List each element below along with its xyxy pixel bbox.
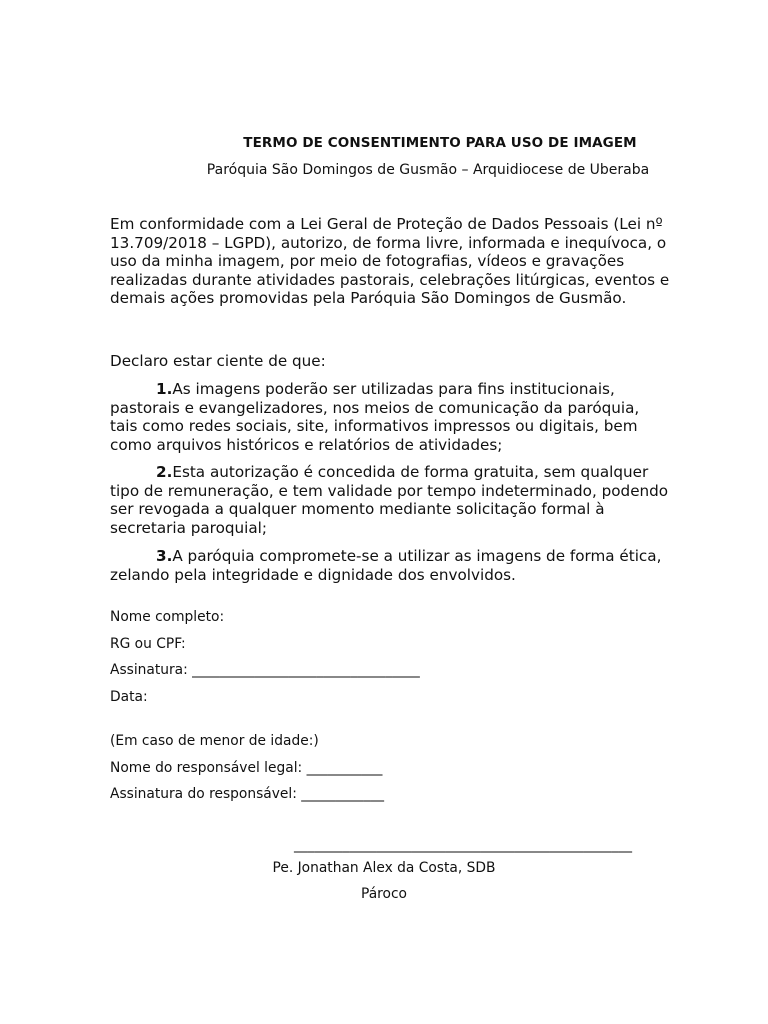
list-item — [110, 463, 670, 537]
guardian-name-field-label: Nome do responsável legal: ___________ — [110, 760, 383, 776]
intro-paragraph: Em conformidade com a Lei Geral de Proteção de Dados Pessoais (Lei nº 13.709/2018 – LGPD), autorizo, de forma livre, informada e inequívoca, o uso da minha imagem, por meio de fotografias, vídeos e gravações realizadas durante atividades pastorais, celebrações litúrgicas, eventos e demais ações promovidas pela Paróquia São Domingos de Gusmão. — [110, 215, 670, 308]
document-title: TERMO DE CONSENTIMENTO PARA USO DE IMAGEM — [243, 135, 637, 151]
signature-field-label: Assinatura: _________________________________ — [110, 662, 420, 678]
priest-role: Pároco — [361, 886, 407, 902]
item-text: Esta autorização é concedida de forma gratuita, sem qualquer tipo de remuneração, e tem validade por tempo indeterminado, podendo ser revogada a qualquer momento mediante solicitação formal à secretaria paroquial; — [110, 463, 669, 537]
document-subtitle: Paróquia São Domingos de Gusmão – Arquidiocese de Uberaba — [206, 162, 650, 178]
item-number: 1. — [156, 380, 173, 398]
guardian-signature-field-label: Assinatura do responsável: ____________ — [110, 786, 385, 802]
item-number: 3. — [156, 547, 173, 565]
priest-name: Pe. Jonathan Alex da Costa, SDB — [272, 860, 496, 876]
item-text: A paróquia compromete-se a utilizar as imagens de forma ética, zelando pela integridade e dignidade dos envolvidos. — [110, 547, 662, 584]
id-number-field-label: RG ou CPF: — [110, 636, 186, 652]
list-item — [110, 380, 670, 454]
item-number: 2. — [156, 463, 173, 481]
full-name-field-label: Nome completo: — [110, 609, 225, 625]
date-field-label: Data: — [110, 689, 148, 705]
minor-note: (Em caso de menor de idade:) — [110, 733, 319, 749]
item-text: As imagens poderão ser utilizadas para fins institucionais, pastorais e evangelizadores, nos meios de comunicação da paróquia, tais como redes sociais, site, informativos impressos ou digitais, bem como arquivos históricos e relatórios de atividades; — [110, 380, 640, 454]
priest-signature-line: _________________________________________________ — [294, 837, 633, 853]
list-item — [110, 547, 670, 584]
declaration-heading: Declaro estar ciente de que: — [110, 352, 326, 370]
